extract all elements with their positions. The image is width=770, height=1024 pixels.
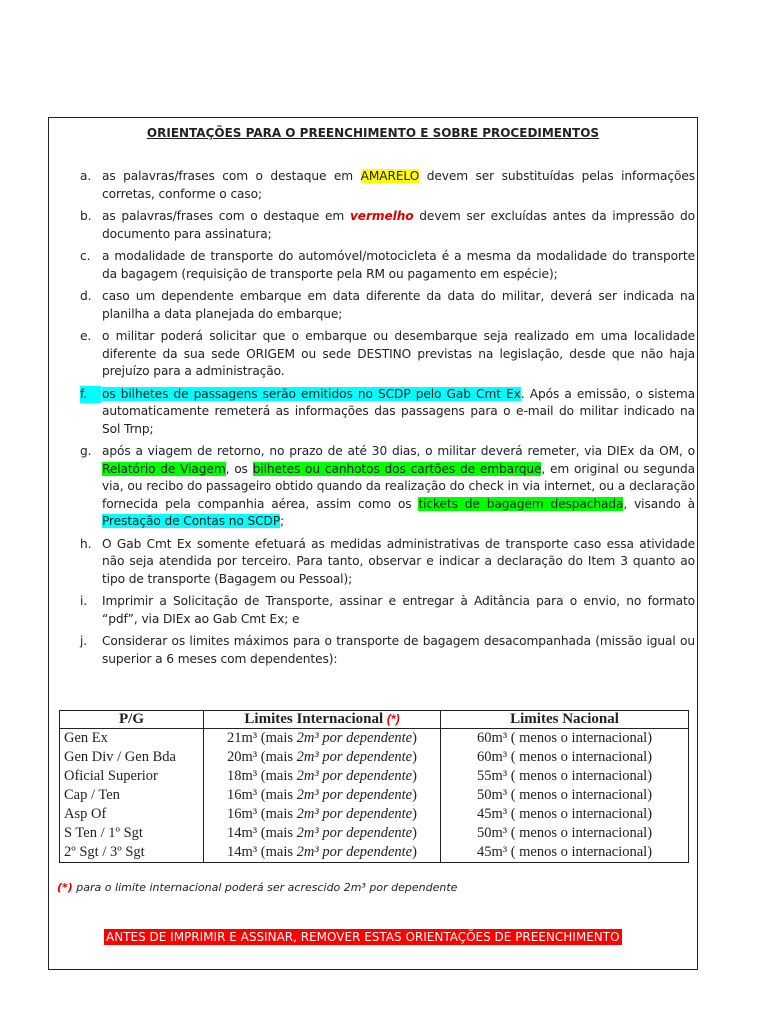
cell-pg: 2º Sgt / 3º Sgt (60, 843, 204, 863)
table-row (60, 824, 689, 843)
cell-intl-c: ) (412, 749, 417, 765)
item-label: j. (80, 634, 88, 648)
cell-pg: Oficial Superior (60, 767, 204, 786)
warning-banner: ANTES DE IMPRIMIR E ASSINAR, REMOVER ESTAS ORIENTAÇÕES DE PREENCHIMENTO (106, 930, 620, 944)
header-intl (204, 711, 441, 729)
item-label: b. (80, 209, 92, 223)
list-item-a (69, 168, 695, 203)
table-row (60, 786, 689, 805)
table-header-row (60, 711, 689, 729)
item-label: i. (80, 594, 88, 608)
cell-intl-b: 2m³ por dependente (296, 806, 413, 822)
cell-intl (204, 805, 441, 824)
yellow-highlight: AMARELO (360, 169, 420, 183)
page-title: ORIENTAÇÕES PARA O PREENCHIMENTO E SOBRE PROCEDIMENTOS (146, 126, 600, 140)
table-row (60, 805, 689, 824)
green-highlight: tickets de bagagem despachada (418, 496, 624, 511)
item-label: f. (80, 386, 101, 404)
cell-intl (204, 729, 441, 749)
cell-pg: Cap / Ten (60, 786, 204, 805)
cell-intl (204, 824, 441, 843)
cell-intl-c: ) (412, 844, 417, 860)
item-text: , os (225, 461, 253, 476)
cell-intl-c: ) (412, 825, 417, 841)
list-item-j (69, 633, 695, 668)
footnote-mark: (*) (57, 881, 73, 894)
item-text: devem ser excluídas antes da impressão do documento para assinatura; (102, 209, 695, 241)
item-text: Imprimir a Solicitação de Transporte, assinar e entregar à Aditância para o envio, no formato “pdf”, via DIEx ao Gab Cmt Ex; e (102, 594, 695, 626)
cyan-highlight: os bilhetes de passagens serão emitidos no SCDP pelo Gab Cmt Ex (102, 386, 521, 401)
cell-intl-a: 21m³ (mais (227, 730, 297, 746)
cell-nac: 50m³ ( menos o internacional) (441, 786, 689, 805)
green-highlight: Relatório de Viagem (102, 461, 226, 476)
table-row (60, 748, 689, 767)
cell-intl-b: 2m³ por dependente (296, 749, 413, 765)
green-highlight: bilhetes ou canhotos dos cartões de embarque (252, 461, 542, 476)
item-text: caso um dependente embarque em data diferente da data do militar, deverá ser indicada na planilha a data planejada do embarque; (102, 289, 695, 321)
cell-intl (204, 767, 441, 786)
cell-intl (204, 786, 441, 805)
cell-intl-a: 14m³ (mais (227, 825, 297, 841)
list-item-e (69, 328, 695, 381)
item-text: Considerar os limites máximos para o transporte de bagagem desacompanhada (missão igual ou superior a 6 meses com dependentes): (102, 634, 695, 666)
list-item-c (69, 248, 695, 283)
cell-pg: Gen Ex (60, 729, 204, 749)
cell-intl-b: 2m³ por dependente (296, 730, 413, 746)
cyan-highlight: Prestação de Contas no SCDP (102, 514, 281, 528)
cell-pg: Asp Of (60, 805, 204, 824)
header-intl-label: Limites Internacional (244, 711, 384, 727)
item-text: o militar poderá solicitar que o embarque ou desembarque seja realizado em uma localidade diferente da sua sede ORIGEM ou sede DESTINO previstas na legislação, desde que não haja prejuízo para a administração. (102, 329, 695, 378)
item-label: c. (80, 249, 91, 263)
header-pg: P/G (60, 711, 204, 729)
instructions-list (69, 168, 695, 673)
table-body (60, 729, 689, 863)
item-label: h. (80, 536, 92, 551)
table-row (60, 729, 689, 749)
list-item-b (69, 208, 695, 243)
cell-nac: 50m³ ( menos o internacional) (441, 824, 689, 843)
list-item-d (69, 288, 695, 323)
cell-nac: 45m³ ( menos o internacional) (441, 843, 689, 863)
cell-intl-c: ) (412, 806, 417, 822)
item-label: d. (80, 289, 92, 303)
list-item-f (69, 386, 695, 439)
item-text: a modalidade de transporte do automóvel/motocicleta é a mesma da modalidade do transporte da bagagem (requisição de transporte pela RM ou pagamento em espécie); (102, 249, 695, 281)
cell-intl-a: 16m³ (mais (227, 806, 297, 822)
list-item-i (69, 593, 695, 628)
cell-intl-b: 2m³ por dependente (296, 768, 413, 784)
item-text: , visando à (623, 496, 695, 511)
cell-intl-c: ) (412, 730, 417, 746)
item-text: as palavras/frases com o destaque em (102, 209, 350, 223)
cell-intl-b: 2m³ por dependente (296, 787, 413, 803)
item-label: a. (80, 169, 92, 183)
red-highlight: vermelho (349, 209, 414, 223)
cell-intl-a: 18m³ (mais (227, 768, 297, 784)
header-intl-mark: (*) (386, 712, 400, 726)
cell-intl-a: 20m³ (mais (227, 749, 297, 765)
item-text: devem ser substituídas pelas informações corretas, conforme o caso; (102, 169, 695, 201)
cell-nac: 55m³ ( menos o internacional) (441, 767, 689, 786)
cell-nac: 45m³ ( menos o internacional) (441, 805, 689, 824)
cell-intl-c: ) (412, 768, 417, 784)
limits-table (59, 710, 689, 863)
header-nac: Limites Nacional (441, 711, 689, 729)
cell-intl-c: ) (412, 787, 417, 803)
cell-intl-b: 2m³ por dependente (296, 844, 413, 860)
item-text: após a viagem de retorno, no prazo de até 30 dias, o militar deverá remeter, via DIEx da OM, o (102, 444, 695, 458)
cell-intl-a: 14m³ (mais (227, 844, 297, 860)
footnote (57, 881, 457, 894)
table-row (60, 843, 689, 863)
item-text: as palavras/frases com o destaque em (102, 169, 361, 183)
item-label: e. (80, 329, 92, 343)
cell-intl-a: 16m³ (mais (227, 787, 297, 803)
cell-intl (204, 843, 441, 863)
list-item-g (69, 443, 695, 531)
item-text: , em original ou segunda via, ou recibo do passageiro obtido quando da realização do check in via internet, ou a declaração fornecida pela companhia aérea, assim como os (102, 461, 695, 511)
item-label: g. (80, 444, 92, 458)
cell-intl (204, 748, 441, 767)
item-text: O Gab Cmt Ex somente efetuará as medidas administrativas de transporte caso essa atividade não seja atendida por terceiro. Para tanto, observar e indicar a declaração do Item 3 quanto ao tipo de transporte (Bagagem ou Pessoal); (102, 536, 695, 586)
footnote-text: para o limite internacional poderá ser acrescido 2m³ por dependente (72, 881, 458, 894)
cell-nac: 60m³ ( menos o internacional) (441, 729, 689, 749)
cell-nac: 60m³ ( menos o internacional) (441, 748, 689, 767)
list-item-h (69, 536, 695, 589)
cell-pg: Gen Div / Gen Bda (60, 748, 204, 767)
item-text: . Após a emissão, o sistema automaticamente remeterá as informações das passagens para o e-mail do militar indicado na Sol Trnp; (102, 386, 695, 436)
instructions-box (48, 117, 698, 970)
item-text: ; (280, 514, 285, 528)
cell-intl-b: 2m³ por dependente (296, 825, 413, 841)
cell-pg: S Ten / 1º Sgt (60, 824, 204, 843)
table-row (60, 767, 689, 786)
